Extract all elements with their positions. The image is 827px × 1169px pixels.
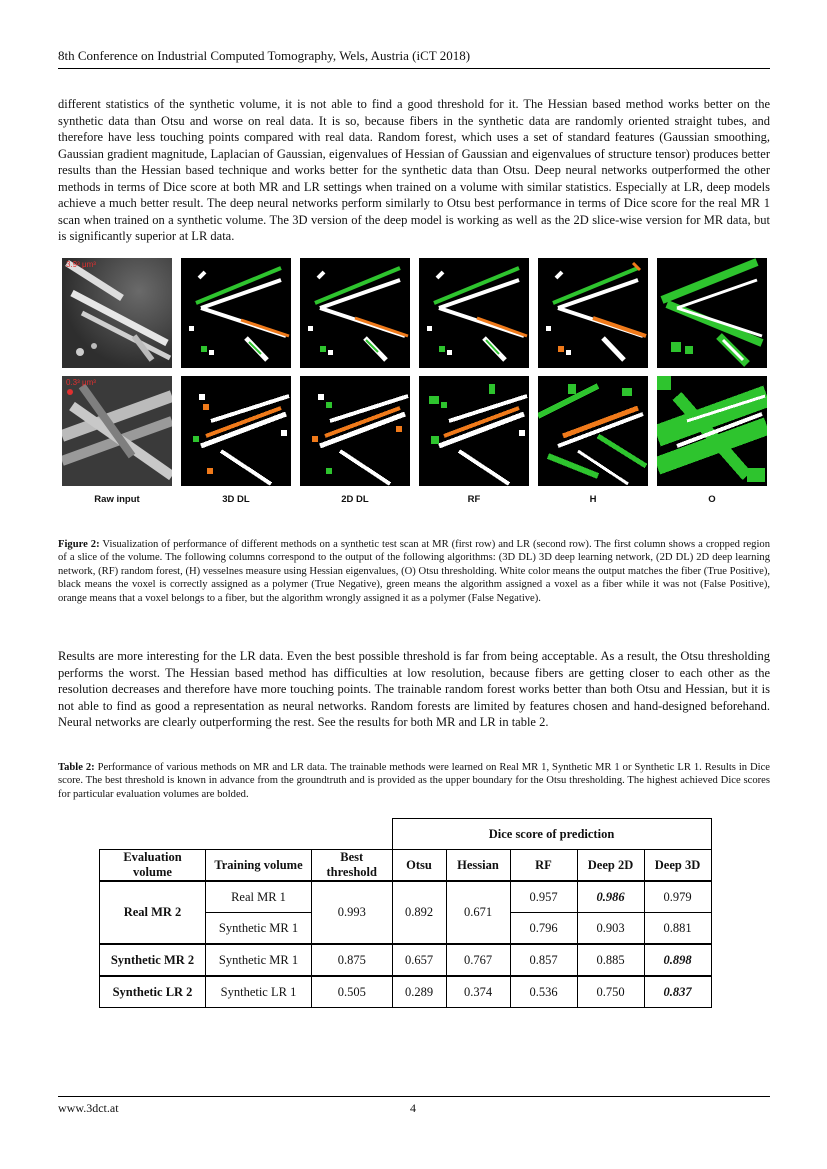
table-caption-text: Performance of various methods on MR and LR data. The trainable methods were learned on Real MR 1, Synthetic MR 1 or Synthetic LR 1. Results in Dice score. The best threshold is known in advance from the groundtruth and is provided as the upper boundary for the Otsu thresholding. The highest achieved Dice scores for particular evaluation volumes are bolded.: [58, 762, 770, 800]
cell-rf: 0.536: [510, 976, 577, 1008]
page-footer: [58, 1096, 770, 1116]
output-3d-dl-lr: [181, 376, 291, 486]
output-o-mr: [657, 258, 767, 368]
cell-deep2d: 0.986: [577, 881, 644, 913]
cell-train: Synthetic MR 1: [206, 913, 312, 945]
col-label-rf: RF: [467, 494, 481, 505]
output-h-lr: [538, 376, 648, 486]
table-caption-label: Table 2:: [58, 762, 95, 773]
cell-deep2d: 0.885: [577, 944, 644, 976]
group-header: Dice score of prediction: [392, 819, 711, 850]
body-paragraph-2: Results are more interesting for the LR data. Even the best possible threshold is far from being acceptable. As a result, the Otsu thresholding performs the worst. The Hessian based method has difficulties at low resolution, because fibers are getting closer to each other as the resolution decreases and therefore have more touching points. The trainable random forest works better than both Otsu and Hessian, but it is not able to find as good a representation as neural networks. Random forests are limited by features chosen and hand-designed beforehand. Neural networks are clearly outperforming the rest. See the results for both MR and LR in table 2.: [58, 649, 770, 729]
cell-otsu: 0.892: [392, 881, 446, 944]
cell-deep3d: 0.979: [644, 881, 711, 913]
cell-deep2d: 0.903: [577, 913, 644, 945]
cell-train: Synthetic LR 1: [206, 976, 312, 1008]
cell-rf: 0.957: [510, 881, 577, 913]
cell-best: 0.505: [312, 976, 393, 1008]
output-o-lr: [657, 376, 767, 486]
header-hessian: Hessian: [446, 850, 510, 882]
cell-deep3d: 0.837: [644, 976, 711, 1008]
output-rf-lr: [419, 376, 529, 486]
footer-url[interactable]: www.3dct.at: [58, 1101, 119, 1115]
header-otsu: Otsu: [392, 850, 446, 882]
table-row: [100, 976, 712, 1008]
col-label-h: H: [589, 494, 597, 505]
cell-train: Real MR 1: [206, 881, 312, 913]
table-header-row: [100, 850, 712, 882]
raw-input-mr-image: [62, 258, 172, 368]
col-label-2d-dl: 2D DL: [341, 494, 369, 505]
col-label-3d-dl: 3D DL: [222, 494, 250, 505]
output-rf-mr: [419, 258, 529, 368]
cell-otsu: 0.657: [392, 944, 446, 976]
table-row: [100, 881, 712, 913]
cell-deep3d: 0.881: [644, 913, 711, 945]
scale-label-mr: 3.9³ μm³: [66, 260, 96, 269]
col-label-raw: Raw input: [94, 494, 140, 505]
header-train: Training volume: [206, 850, 312, 882]
raw-input-lr-image: [62, 376, 172, 486]
cell-hessian: 0.374: [446, 976, 510, 1008]
figure-caption-label: Figure 2:: [58, 539, 100, 550]
header-deep2d: Deep 2D: [577, 850, 644, 882]
cell-eval: Synthetic MR 2: [100, 944, 206, 976]
output-3d-dl-mr: [181, 258, 291, 368]
output-h-mr: [538, 258, 648, 368]
cell-hessian: 0.671: [446, 881, 510, 944]
table-caption: [58, 761, 770, 801]
col-label-o: O: [708, 494, 716, 505]
figure-caption: [58, 538, 770, 605]
cell-otsu: 0.289: [392, 976, 446, 1008]
output-2d-dl-mr: [300, 258, 410, 368]
cell-deep3d: 0.898: [644, 944, 711, 976]
results-table: [99, 818, 712, 1008]
page-number: 4: [410, 1101, 416, 1115]
header-rf: RF: [510, 850, 577, 882]
figure-caption-text: Visualization of performance of different methods on a synthetic test scan at MR (first row) and LR (second row). The first column shows a cropped region of a slice of the volume. The following columns correspond to the output of the following algorithms: (3D DL) 3D deep learning network, (2D DL) 2D deep learning network, (RF) random forest, (H) vesselnes measure using Hessian eigenvalues, (O) Otsu thresholding. White color means the output matches the fiber (True Positive), black means the voxel is correctly assigned as a polymer (True Negative), green means the algorithm assigned a voxel as a fiber while it was not (False Positive), orange means that a voxel belongs to a fiber, but the algorithm wrongly assigned it as a polymer (False Negative).: [58, 539, 771, 604]
output-2d-dl-lr: [300, 376, 410, 486]
cell-deep2d: 0.750: [577, 976, 644, 1008]
cell-eval: Real MR 2: [100, 881, 206, 944]
cell-rf: 0.796: [510, 913, 577, 945]
body-paragraph-1: different statistics of the synthetic volume, it is not able to find a good threshold for it. The Hessian based method works better on the synthetic data than Otsu and worse on real data. It is so, because fibers in the synthetic data are randomly oriented straight tubes, and therefore have less touching points compared with real data. Random forest, which uses a set of standard features (Gaussian smoothing, Gaussian gradient magnitude, Laplacian of Gaussian, eigenvalues of Hessian of Gaussian and eigenvalues of structure tensor) produces better results than the Hessian based technique and works better for the synthetic data than Otsu. Deep neural networks outperformed the other methods in terms of Dice score at both MR and LR settings when trained on a volume with similar statistics. Especially at LR, deep models achieve a much better result. The deep neural networks perform similarly to Otsu best performance in terms of Dice score for the real MR 1 scan when trained on a synthetic volume. The 3D version of the deep model is working as well as the 2D slice-wise version for MR data, but is significantly superior at LR data.: [58, 97, 770, 243]
header-eval: Evaluation volume: [100, 850, 206, 882]
header-deep3d: Deep 3D: [644, 850, 711, 882]
header-best: Best threshold: [312, 850, 393, 882]
table-row: [100, 944, 712, 976]
cell-best: 0.993: [312, 881, 393, 944]
running-header: 8th Conference on Industrial Computed Tomography, Wels, Austria (iCT 2018): [58, 48, 770, 69]
cell-train: Synthetic MR 1: [206, 944, 312, 976]
cell-eval: Synthetic LR 2: [100, 976, 206, 1008]
cell-best: 0.875: [312, 944, 393, 976]
scale-label-lr: 0.3³ μm³: [66, 378, 96, 387]
cell-hessian: 0.767: [446, 944, 510, 976]
figure-2: [62, 258, 766, 510]
cell-rf: 0.857: [510, 944, 577, 976]
